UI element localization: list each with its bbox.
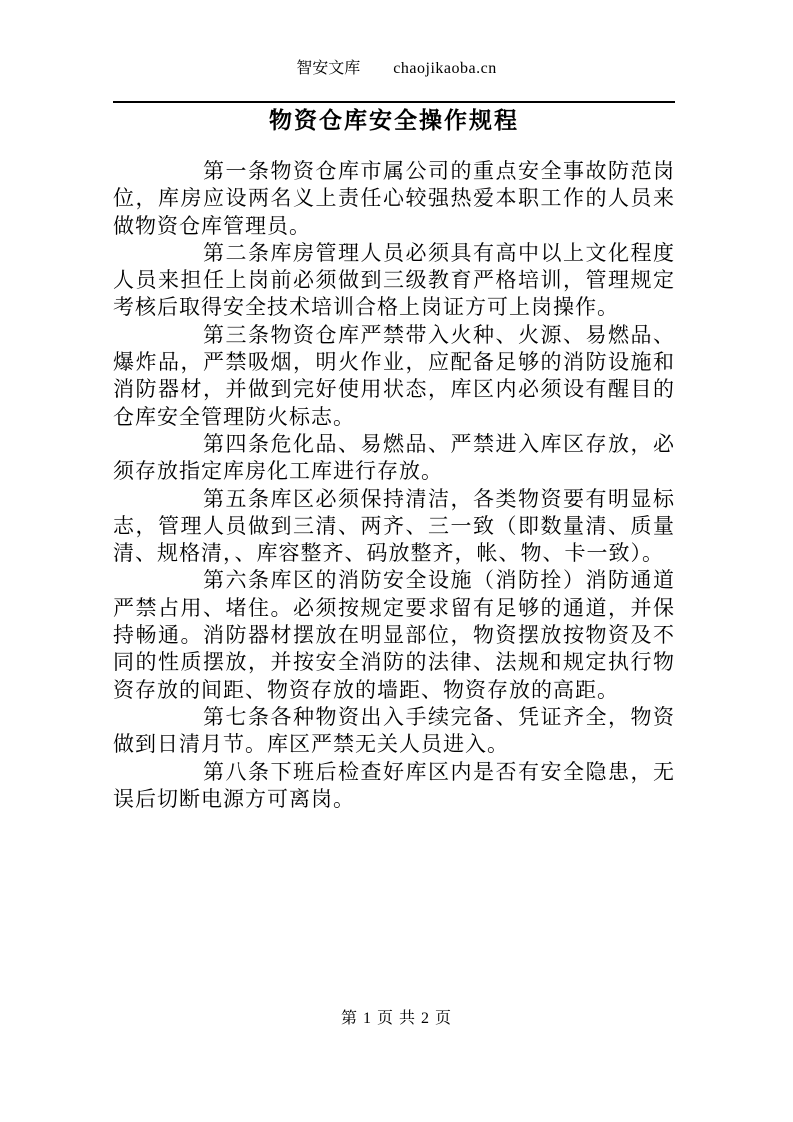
paragraph-article-8: 第八条下班后检查好库区内是否有安全隐患，无误后切断电源方可离岗。 xyxy=(113,759,675,811)
paragraph-article-4: 第四条危化品、易燃品、严禁进入库区存放，必须存放指定库房化工库进行存放。 xyxy=(113,431,675,484)
document-body xyxy=(113,158,675,813)
page-header xyxy=(0,0,793,80)
header-divider xyxy=(113,101,675,103)
page-content xyxy=(113,101,675,813)
paragraph-article-3: 第三条物资仓库严禁带入火种、火源、易燃品、爆炸品，严禁吸烟，明火作业，应配备足够的消防设施和消防器材，并做到完好使用状态，库区内必须设有醒目的仓库安全管理防火标志。 xyxy=(113,322,675,429)
paragraph-article-1: 第一条物资仓库市属公司的重点安全事故防范岗位，库房应设两名义上责任心较强热爱本职工作的人员来做物资仓库管理员。 xyxy=(113,159,675,238)
site-url: chaojikaoba.cn xyxy=(393,60,497,77)
page-number: 第 1 页 共 2 页 xyxy=(340,1010,452,1027)
paragraph-article-6: 第六条库区的消防安全设施（消防拴）消防通道严禁占用、堵住。必须按规定要求留有足够的通道，并保持畅通。消防器材摆放在明显部位，物资摆放按物资及不同的性质摆放，并按安全消防的法律、法规和规定执行物资存放的间距、物资存放的墙距、物资存放的高距。 xyxy=(113,568,675,702)
paragraph-article-5: 第五条库区必须保持清洁，各类物资要有明显标志，管理人员做到三清、两齐、三一致（即数量清、质量清、规格清，、库容整齐、码放整齐，帐、物、卡一致）。 xyxy=(113,486,675,566)
paragraph-article-2: 第二条库房管理人员必须具有高中以上文化程度人员来担任上岗前必须做到三级教育严格培训，管理规定考核后取得安全技术培训合格上岗证方可上岗操作。 xyxy=(113,240,675,320)
site-name: 智安文库 xyxy=(296,60,361,77)
paragraph-article-7: 第七条各种物资出入手续完备、凭证齐全，物资做到日清月节。库区严禁无关人员进入。 xyxy=(113,704,675,757)
page-title: 物资仓库安全操作规程 xyxy=(269,108,519,133)
